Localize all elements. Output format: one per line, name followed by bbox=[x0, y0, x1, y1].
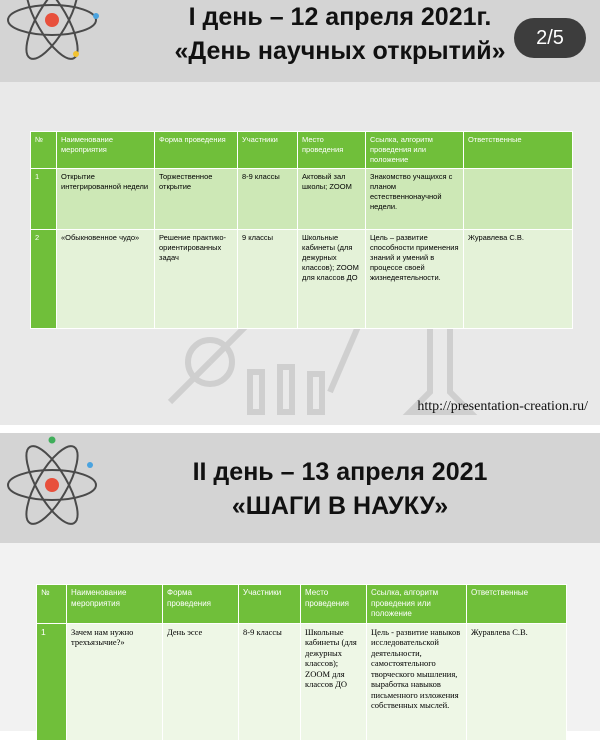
events-table-day2 bbox=[36, 584, 567, 741]
table-header-row bbox=[37, 585, 567, 624]
table-cell: Журавлева С.В. bbox=[467, 623, 567, 740]
table-row bbox=[31, 169, 573, 230]
column-header: Участники bbox=[238, 132, 298, 169]
slide-2-title-line1: II день – 13 апреля 2021 bbox=[192, 458, 488, 486]
table-cell: 2 bbox=[31, 230, 57, 329]
column-header: Форма проведения bbox=[155, 132, 238, 169]
slide-2-title bbox=[120, 455, 560, 523]
table-cell: Знакомство учащихся с планом естественнонаучной недели. bbox=[366, 169, 464, 230]
table-cell: «Обыкновенное чудо» bbox=[57, 230, 155, 329]
slide-2-title-line2: «ШАГИ В НАУКУ» bbox=[231, 492, 449, 520]
slide-1-title-line1: I день – 12 апреля 2021г. bbox=[188, 3, 492, 31]
column-header: Ответственные bbox=[464, 132, 573, 169]
table-cell: 1 bbox=[37, 623, 67, 740]
column-header: № bbox=[31, 132, 57, 169]
table-cell: Актовый зал школы; ZOOM bbox=[298, 169, 366, 230]
table-cell: Школьные кабинеты (для дежурных классов); ZOOM для классов ДО bbox=[301, 623, 367, 740]
table-cell: День эссе bbox=[163, 623, 239, 740]
slide-2-header bbox=[0, 433, 600, 543]
atom-icon bbox=[4, 433, 104, 543]
table-cell: Журавлева С.В. bbox=[464, 230, 573, 329]
table-cell: Решение практико-ориентированных задач bbox=[155, 230, 238, 329]
atom-icon bbox=[4, 0, 104, 78]
column-header: № bbox=[37, 585, 67, 624]
table-cell: 8-9 классы bbox=[238, 169, 298, 230]
slide-1-title-line2: «День научных открытий» bbox=[174, 37, 506, 65]
table-cell: 1 bbox=[31, 169, 57, 230]
table-cell: Торжественное открытие bbox=[155, 169, 238, 230]
column-header: Ссылка, алгоритм проведения или положение bbox=[366, 132, 464, 169]
table-row bbox=[31, 230, 573, 329]
source-url: http://presentation-creation.ru/ bbox=[417, 399, 588, 414]
column-header: Ответственные bbox=[467, 585, 567, 624]
events-table-day1 bbox=[30, 131, 573, 329]
table-cell: Цель - развитие навыков исследовательской деятельности, самостоятельного творческого мышления, выработка навыков письменного изложения собственных мыслей. bbox=[367, 623, 467, 740]
table-header-row bbox=[31, 132, 573, 169]
slide-1-title bbox=[120, 0, 560, 68]
table-cell: Цель – развитие способности применения знаний и умений в процессе своей жизнедеятельности. bbox=[366, 230, 464, 329]
table-cell: Школьные кабинеты (для дежурных классов); ZOOM для классов ДО bbox=[298, 230, 366, 329]
column-header: Место проведения bbox=[298, 132, 366, 169]
table-row bbox=[37, 623, 567, 740]
table-cell: Зачем нам нужно трехъязычие?» bbox=[67, 623, 163, 740]
table-cell: 9 классы bbox=[238, 230, 298, 329]
column-header: Форма проведения bbox=[163, 585, 239, 624]
column-header: Место проведения bbox=[301, 585, 367, 624]
column-header: Участники bbox=[239, 585, 301, 624]
page-badge: 2/5 bbox=[514, 18, 586, 58]
slide-1-header bbox=[0, 0, 600, 82]
column-header: Наименование мероприятия bbox=[67, 585, 163, 624]
column-header: Наименование мероприятия bbox=[57, 132, 155, 169]
table-cell: 8-9 классы bbox=[239, 623, 301, 740]
table-cell bbox=[464, 169, 573, 230]
column-header: Ссылка, алгоритм проведения или положение bbox=[367, 585, 467, 624]
table-cell: Открытие интегрированной недели bbox=[57, 169, 155, 230]
